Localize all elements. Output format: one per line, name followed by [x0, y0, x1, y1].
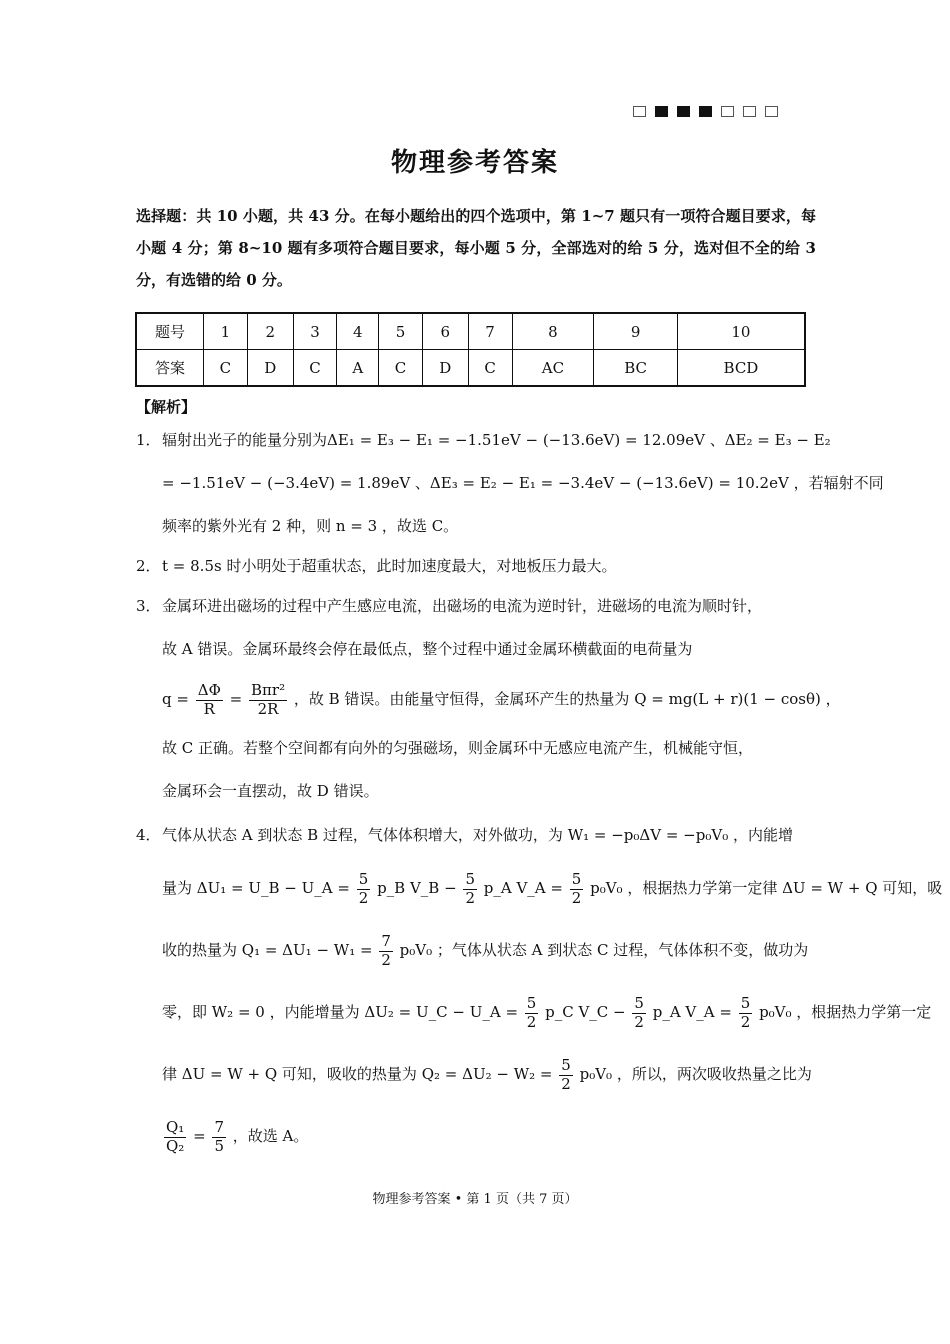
fraction-b-pi-r2 [249, 682, 287, 718]
answer-cell: A [337, 350, 379, 387]
fraction-denominator: 2 [526, 1012, 537, 1031]
item-text-line: 金属环会一直摆动，故 D 错误。 [162, 782, 379, 800]
fraction-five-halves [559, 1057, 573, 1093]
fraction-q1-over-q2 [164, 1119, 186, 1155]
fraction-five-halves [525, 995, 539, 1031]
question-number-row [136, 313, 805, 350]
question-number-cell: 4 [337, 313, 379, 350]
analysis-item-2 [136, 545, 816, 588]
fraction-denominator: 2 [465, 888, 475, 907]
page-footer: 物理参考答案 • 第 1 页（共 7 页） [372, 1192, 578, 1207]
question-number-cell: 10 [677, 313, 805, 350]
fraction-seven-fifths [212, 1119, 226, 1155]
item-formula-line [162, 919, 816, 981]
header-square-filled [677, 106, 690, 117]
item-text-line: = −1.51eV − (−3.4eV) = 1.89eV 、ΔE₃ = E₂ − E₁ = −3.4eV − (−13.6eV) = 10.2eV ，若辐射不同 [162, 474, 884, 492]
header-square [743, 106, 756, 117]
formula-text: q = [162, 690, 189, 708]
formula-text: 收的热量为 Q₁ = ΔU₁ − W₁ = [162, 941, 373, 959]
fraction-five-halves [357, 871, 371, 907]
question-number-cell: 1 [204, 313, 248, 350]
item-text-line: 故 A 错误。金属环最终会停在最低点，整个过程中通过金属环横截面的电荷量为 [162, 640, 693, 658]
item-text-line: 气体从状态 A 到状态 B 过程，气体体积增大，对外做功，为 W₁ = −p₀ΔV = −p₀V₀ ，内能增 [162, 826, 793, 844]
formula-text: p_B V_B − [377, 879, 457, 897]
answer-cell: BCD [677, 350, 805, 387]
fraction-denominator: 2 [634, 1012, 644, 1031]
formula-text: = [193, 1127, 206, 1145]
fraction-numerator: 5 [465, 870, 475, 889]
item-number: 4． [136, 826, 161, 844]
fraction-denominator: 2 [358, 888, 369, 907]
formula-text: p_A V_A = [652, 1003, 732, 1021]
answer-row [136, 350, 805, 387]
formula-text: 量为 ΔU₁ = U_B − U_A = [162, 879, 350, 897]
answer-table [135, 312, 806, 387]
header-squares [633, 106, 778, 117]
fraction-denominator: 2 [571, 888, 582, 907]
fraction-five-halves [739, 995, 753, 1031]
item-formula-line [162, 857, 943, 919]
formula-text: p_C V_C − [545, 1003, 626, 1021]
fraction-numerator: 5 [571, 870, 582, 889]
fraction-denominator: 2 [740, 1012, 751, 1031]
fraction-numerator: 5 [526, 994, 537, 1013]
item-number: 1． [136, 431, 161, 449]
answer-cell: C [379, 350, 423, 387]
formula-text: p₀V₀ ，根据热力学第一定律 ΔU = W + Q 可知，吸 [590, 879, 943, 897]
fraction-five-halves [632, 995, 646, 1031]
answer-cell: C [468, 350, 512, 387]
analysis-heading: 【解析】 [136, 398, 197, 416]
row-label-answer: 答案 [136, 350, 204, 387]
item-text-line: 辐射出光子的能量分别为ΔE₁ = E₃ − E₁ = −1.51eV − (−13.6eV) = 12.09eV 、ΔE₂ = E₃ − E₂ [162, 431, 831, 449]
header-square [765, 106, 778, 117]
question-number-cell: 6 [422, 313, 468, 350]
question-number-cell: 3 [293, 313, 337, 350]
formula-text: 零，即 W₂ = 0 ，内能增量为 ΔU₂ = U_C − U_A = [162, 1003, 519, 1021]
answer-cell: AC [512, 350, 594, 387]
formula-text: p_A V_A = [483, 879, 563, 897]
fraction-denominator: 2 [381, 950, 391, 969]
analysis-item-3 [136, 585, 841, 813]
intro-paragraph: 选择题：共 10 小题，共 43 分。在每小题给出的四个选项中，第 1~7 题只有一项符合题目要求，每小题 4 分；第 8~10 题有多项符合题目要求，每小题 5 分，全部选对的给 5 分，选对但不全的给 3 分，有选错的给 0 分。 [136, 207, 816, 289]
item-number: 3． [136, 597, 161, 615]
fraction-denominator: 2R [257, 699, 279, 718]
fraction-denominator: Q₂ [166, 1136, 185, 1155]
question-number-cell: 8 [512, 313, 594, 350]
formula-text: p₀V₀ ；气体从状态 A 到状态 C 过程，气体体积不变，做功为 [399, 941, 809, 959]
analysis-item-4 [136, 814, 943, 1167]
answer-cell: BC [594, 350, 678, 387]
fraction-numerator: Bπr² [251, 681, 286, 700]
fraction-numerator: ΔΦ [197, 681, 221, 700]
question-number-cell: 9 [594, 313, 678, 350]
formula-text: p₀V₀ ，所以，两次吸收热量之比为 [579, 1065, 812, 1083]
analysis-item-1 [136, 419, 884, 548]
fraction-flux-over-r [196, 682, 223, 718]
page-title: 物理参考答案 [390, 148, 559, 178]
fraction-seven-halves [379, 933, 393, 969]
formula-text: p₀V₀ ，根据热力学第一定 [759, 1003, 932, 1021]
answer-cell: C [204, 350, 248, 387]
fraction-denominator: 2 [561, 1074, 571, 1093]
fraction-numerator: 7 [214, 1118, 224, 1137]
item-text-line: 故 C 正确。若整个空间都有向外的匀强磁场，则金属环中无感应电流产生，机械能守恒， [162, 739, 754, 757]
answer-cell: D [247, 350, 293, 387]
header-square-filled [699, 106, 712, 117]
fraction-numerator: 5 [561, 1056, 571, 1075]
fraction-five-halves [463, 871, 477, 907]
item-text-line: 频率的紫外光有 2 种，则 n = 3 ，故选 C。 [162, 517, 459, 535]
row-label-question: 题号 [136, 313, 204, 350]
item-number: 2． [136, 557, 161, 575]
header-square-filled [655, 106, 668, 117]
fraction-numerator: 7 [381, 932, 391, 951]
question-number-cell: 7 [468, 313, 512, 350]
formula-text: 律 ΔU = W + Q 可知，吸收的热量为 Q₂ = ΔU₂ − W₂ = [162, 1065, 553, 1083]
formula-text: ，故 B 错误。由能量守恒得，金属环产生的热量为 Q = mg(L + r)(1 − cosθ) ， [293, 690, 841, 708]
answer-cell: D [422, 350, 468, 387]
item-formula-line [162, 981, 932, 1043]
header-square [633, 106, 646, 117]
question-number-cell: 5 [379, 313, 423, 350]
fraction-numerator: 5 [634, 994, 644, 1013]
answer-cell: C [293, 350, 337, 387]
item-formula-line [136, 1105, 816, 1167]
item-formula-line: q = $\frac{\Delta\Phi}{R}$ = $\frac{\text{Bπr²}}{2R}$ ，故 B 错误。由能量守恒得，金属环产生的热量为 Q = mg(L + r)(1 − cosθ) ， [162, 681, 841, 718]
fraction-five-halves [570, 871, 584, 907]
fraction-numerator: Q₁ [166, 1118, 185, 1137]
question-number-cell: 2 [247, 313, 293, 350]
item-text-line: 金属环进出磁场的过程中产生感应电流，出磁场的电流为逆时针，进磁场的电流为顺时针， [162, 597, 763, 615]
fraction-denominator: 5 [214, 1136, 224, 1155]
item-text-line: t = 8.5s 时小明处于超重状态，此时加速度最大，对地板压力最大。 [162, 557, 617, 575]
header-square [721, 106, 734, 117]
fraction-denominator: R [203, 699, 215, 718]
fraction-numerator: 5 [358, 870, 369, 889]
formula-text: ，故选 A。 [232, 1127, 309, 1145]
fraction-numerator: 5 [740, 994, 751, 1013]
item-formula-line [162, 1043, 816, 1105]
